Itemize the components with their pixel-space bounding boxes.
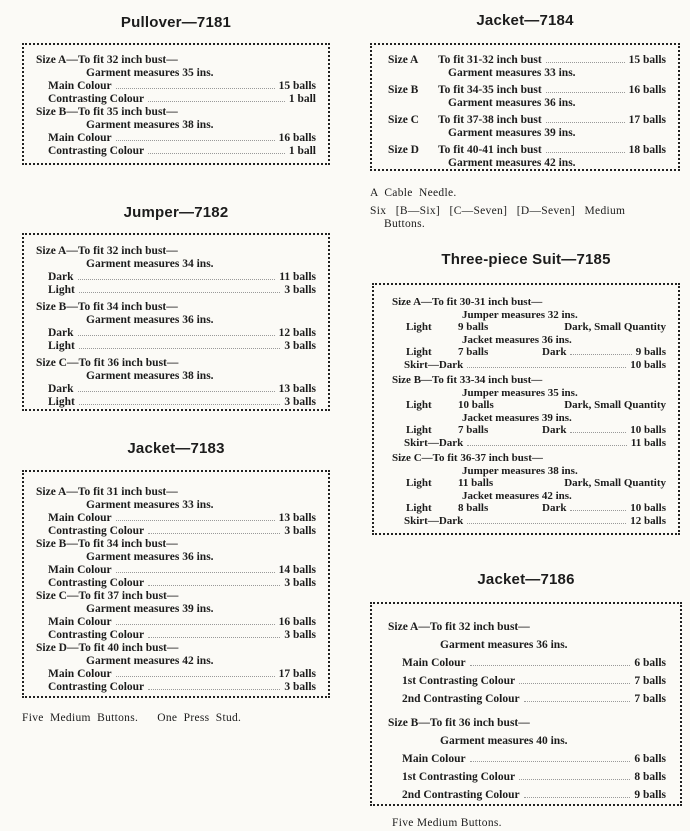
note-7184-needle: A Cable Needle.	[370, 187, 457, 199]
jacket-b: Jacket measures 39 ins.	[462, 411, 572, 424]
size-c-row: Size C To fit 37-38 inch bust 17 balls	[388, 114, 666, 126]
skirt-row-a: Skirt—Dark 10 balls	[404, 358, 666, 371]
item-row: Main Colour 17 balls	[48, 668, 316, 680]
item-row: Light 3 balls	[48, 340, 316, 352]
item-row: 1st Contrasting Colour 7 balls	[402, 675, 666, 687]
garment-b: Garment measures 38 ins.	[86, 119, 214, 131]
box-jacket-7184	[370, 43, 680, 171]
garment-c: Garment measures 38 ins.	[86, 370, 214, 382]
light-row-c1: Light 11 balls Dark, Small Quantity	[406, 477, 666, 489]
item-row: 1st Contrasting Colour 8 balls	[402, 771, 666, 783]
skirt-row-c: Skirt—Dark 12 balls	[404, 514, 666, 527]
garment-c: Garment measures 39 ins.	[448, 127, 576, 139]
item-row: Main Colour 13 balls	[48, 512, 316, 524]
note-7184-buttons-cont: Buttons.	[384, 218, 426, 230]
garment-d: Garment measures 42 ins.	[86, 655, 214, 667]
note-7184-buttons: Six [B—Six] [C—Seven] [D—Seven] Medium	[370, 205, 626, 217]
garment-b: Garment measures 36 ins.	[86, 551, 214, 563]
item-row: Main Colour 15 balls	[48, 80, 316, 92]
size-a: Size A—To fit 30-31 inch bust—	[392, 296, 543, 308]
garment-a: Garment measures 33 ins.	[86, 499, 214, 511]
garment-a: Garment measures 36 ins.	[440, 639, 568, 651]
size-b: Size B—To fit 36 inch bust—	[388, 717, 530, 729]
garment-a: Garment measures 34 ins.	[86, 258, 214, 270]
light-row-a1: Light 9 balls Dark, Small Quantity	[406, 321, 666, 333]
size-c: Size C—To fit 36 inch bust—	[36, 357, 179, 369]
size-a: Size A—To fit 31 inch bust—	[36, 486, 178, 498]
garment-a: Garment measures 35 ins.	[86, 67, 214, 79]
heading-jacket-7183: Jacket—7183	[127, 440, 225, 457]
heading-jacket-7184: Jacket—7184	[476, 12, 574, 29]
heading-suit-7185: Three-piece Suit—7185	[441, 251, 611, 268]
item-row: Contrasting Colour 3 balls	[48, 629, 316, 641]
item-row: Contrasting Colour 1 ball	[48, 145, 316, 157]
heading-jacket-7186: Jacket—7186	[477, 571, 575, 588]
box-jumper-7182	[22, 233, 330, 411]
box-jacket-7186	[370, 602, 682, 806]
jumper-a: Jumper measures 32 ins.	[462, 308, 578, 321]
item-row: Dark 12 balls	[48, 327, 316, 339]
size-d-row: Size D To fit 40-41 inch bust 18 balls	[388, 144, 666, 156]
garment-c: Garment measures 39 ins.	[86, 603, 214, 615]
garment-d: Garment measures 42 ins.	[448, 157, 576, 169]
size-a: Size A—To fit 32 inch bust—	[388, 621, 530, 633]
item-row: Light 3 balls	[48, 284, 316, 296]
note-7183: Five Medium Buttons. One Press Stud.	[22, 712, 242, 724]
jacket-a: Jacket measures 36 ins.	[462, 333, 572, 346]
box-suit-7185	[372, 283, 680, 535]
garment-b: Garment measures 36 ins.	[448, 97, 576, 109]
size-b: Size B—To fit 34 inch bust—	[36, 301, 178, 313]
item-row: Contrasting Colour 1 ball	[48, 93, 316, 105]
item-row: Contrasting Colour 3 balls	[48, 525, 316, 537]
note-7186: Five Medium Buttons.	[392, 817, 502, 829]
item-row: Light 3 balls	[48, 396, 316, 408]
item-row: Main Colour 16 balls	[48, 616, 316, 628]
size-c: Size C—To fit 36-37 inch bust—	[392, 452, 543, 464]
item-row: Contrasting Colour 3 balls	[48, 577, 316, 589]
box-jacket-7183	[22, 470, 330, 698]
size-a: Size A—To fit 32 inch bust—	[36, 245, 178, 257]
garment-b: Garment measures 36 ins.	[86, 314, 214, 326]
light-row-b1: Light 10 balls Dark, Small Quantity	[406, 399, 666, 411]
size-c: Size C—To fit 37 inch bust—	[36, 590, 179, 602]
size-b: Size B—To fit 34 inch bust—	[36, 538, 178, 550]
light-row-b2: Light 7 balls Dark 10 balls	[406, 424, 666, 436]
heading-jumper-7182: Jumper—7182	[123, 204, 229, 221]
item-row: Main Colour 6 balls	[402, 753, 666, 765]
size-a-row: Size A To fit 31-32 inch bust 15 balls	[388, 54, 666, 66]
item-row: Contrasting Colour 3 balls	[48, 681, 316, 693]
heading-pullover-7181: Pullover—7181	[120, 14, 232, 31]
item-row: Dark 11 balls	[48, 271, 316, 283]
light-row-c2: Light 8 balls Dark 10 balls	[406, 502, 666, 514]
garment-a: Garment measures 33 ins.	[448, 67, 576, 79]
box-pullover-7181	[22, 43, 330, 165]
item-row: Dark 13 balls	[48, 383, 316, 395]
item-row: Main Colour 6 balls	[402, 657, 666, 669]
item-row: Main Colour 16 balls	[48, 132, 316, 144]
size-a: Size A—To fit 32 inch bust—	[36, 54, 178, 66]
skirt-row-b: Skirt—Dark 11 balls	[404, 436, 666, 449]
item-row: 2nd Contrasting Colour 9 balls	[402, 789, 666, 801]
jumper-c: Jumper measures 38 ins.	[462, 464, 578, 477]
size-b: Size B—To fit 35 inch bust—	[36, 106, 178, 118]
jumper-b: Jumper measures 35 ins.	[462, 386, 578, 399]
size-b: Size B—To fit 33-34 inch bust—	[392, 374, 543, 386]
garment-b: Garment measures 40 ins.	[440, 735, 568, 747]
item-row: 2nd Contrasting Colour 7 balls	[402, 693, 666, 705]
size-d: Size D—To fit 40 inch bust—	[36, 642, 179, 654]
item-row: Main Colour 14 balls	[48, 564, 316, 576]
jacket-c: Jacket measures 42 ins.	[462, 489, 572, 502]
size-b-row: Size B To fit 34-35 inch bust 16 balls	[388, 84, 666, 96]
light-row-a2: Light 7 balls Dark 9 balls	[406, 346, 666, 358]
